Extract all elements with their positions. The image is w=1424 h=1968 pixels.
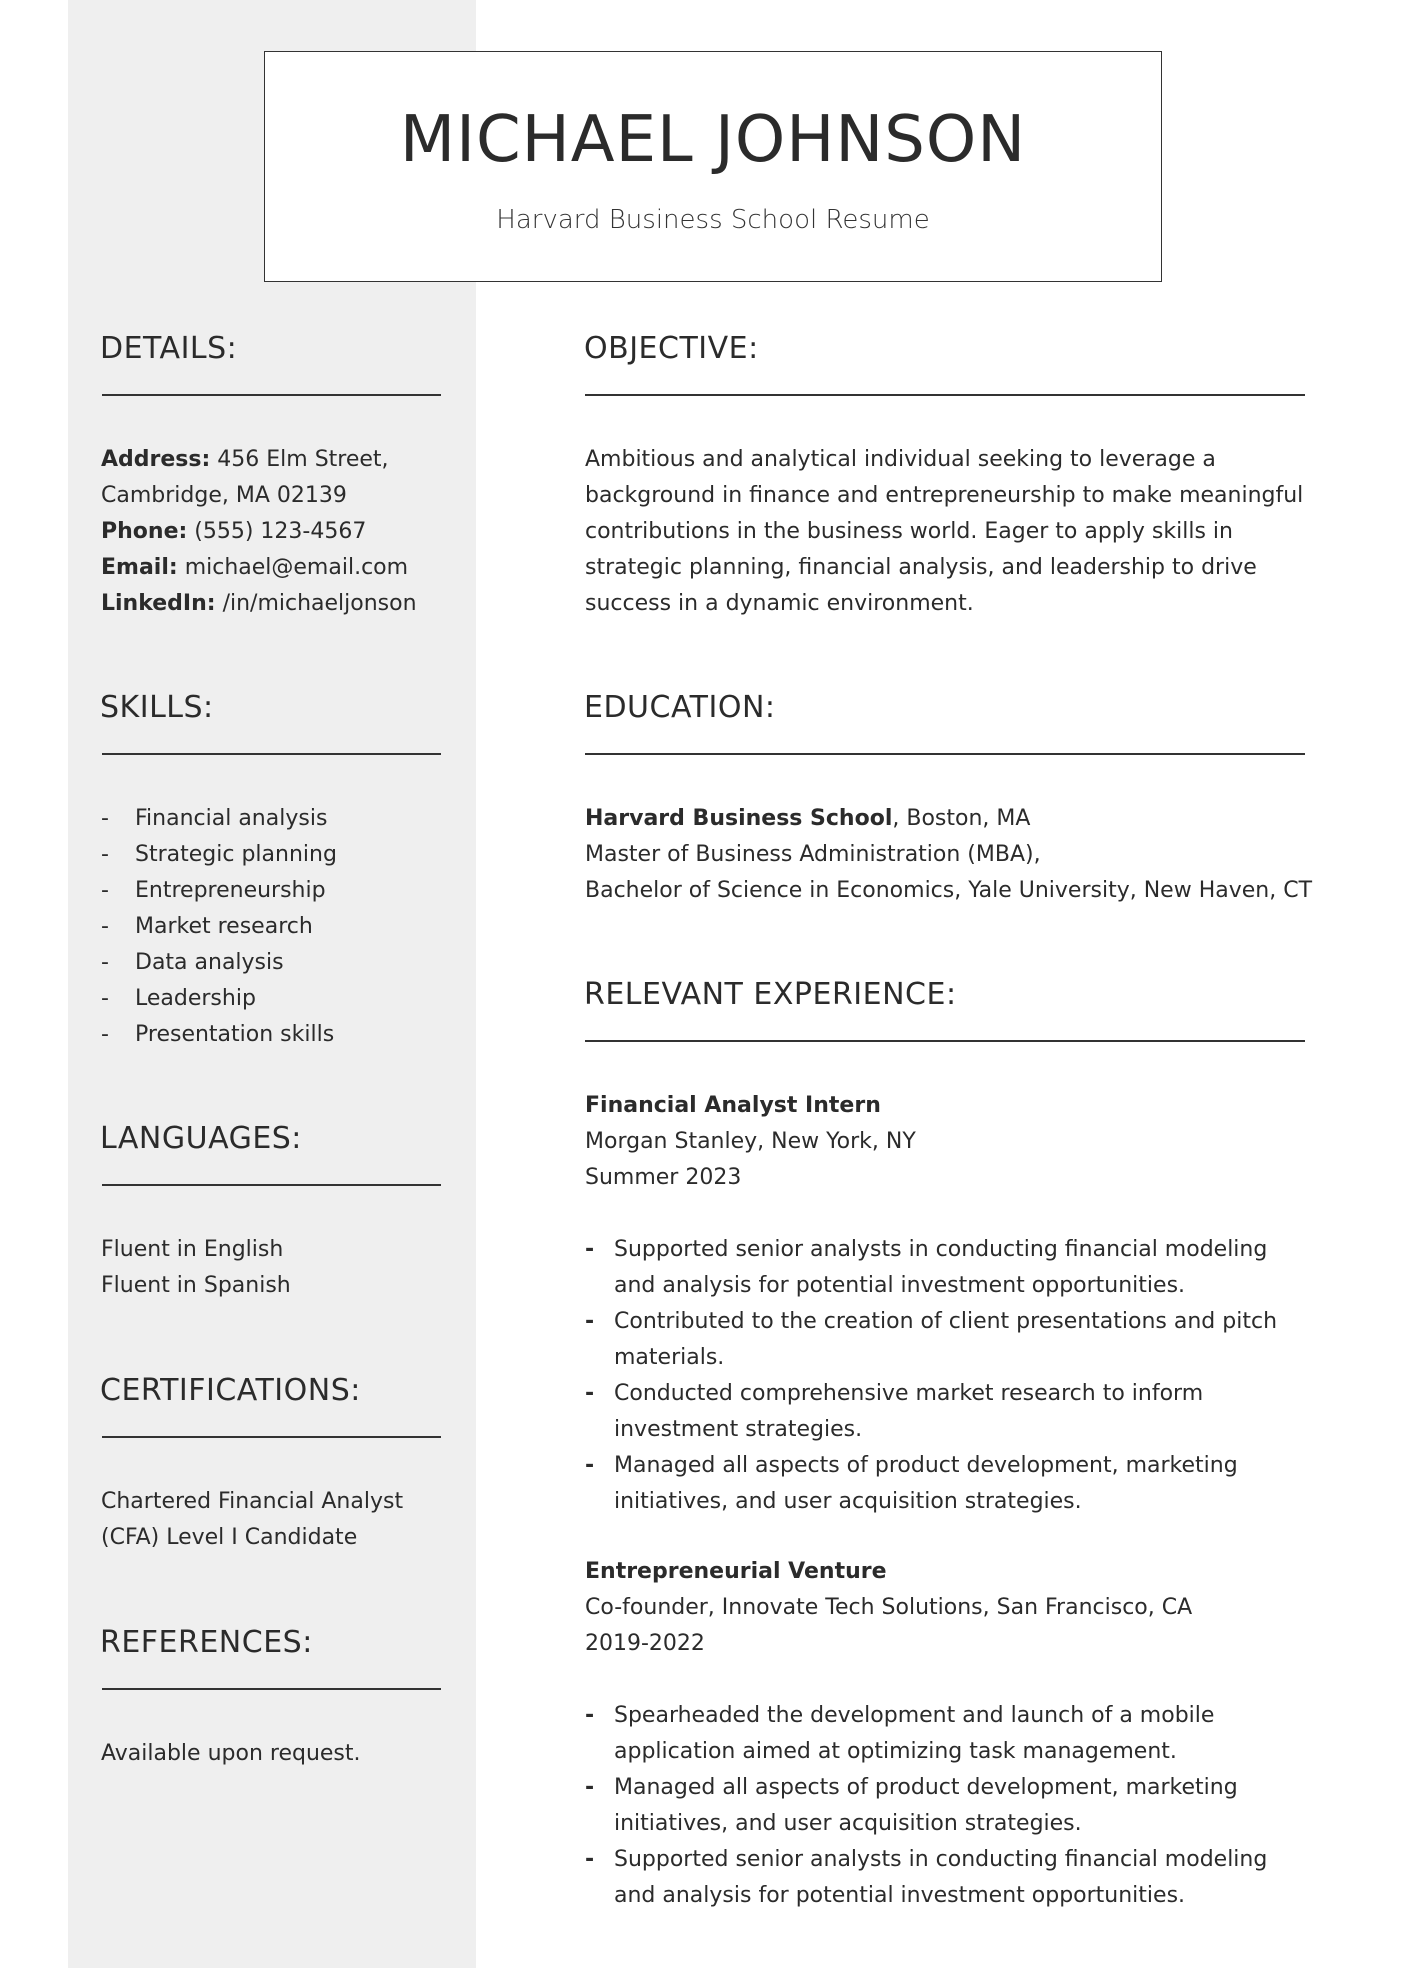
education-body	[585, 801, 1345, 909]
email-line	[101, 550, 461, 586]
degree-line: Master of Business Administration (MBA),	[585, 842, 1041, 867]
skill-item: - Entrepreneurship	[101, 873, 461, 909]
job-title	[585, 1088, 1345, 1124]
job-entry	[585, 1554, 1345, 1914]
certification-line: (CFA) Level I Candidate	[101, 1525, 358, 1550]
education-heading: EDUCATION:	[584, 690, 776, 725]
skill-item: - Data analysis	[101, 945, 461, 981]
languages-divider	[102, 1184, 441, 1186]
bullet-line: - Conducted comprehensive market research to inform	[614, 1381, 1204, 1406]
details-body	[101, 442, 461, 622]
candidate-name: MICHAEL JOHNSON	[399, 103, 1027, 177]
address-line	[101, 442, 461, 478]
linkedin-value: /in/michaeljonson	[222, 591, 417, 616]
job-bullets	[585, 1698, 1345, 1914]
languages-section	[100, 1120, 302, 1298]
linkedin-line	[101, 586, 461, 622]
objective-heading: OBJECTIVE:	[584, 331, 759, 366]
bullet-line: initiatives, and user acquisition strategies.	[614, 1811, 1082, 1836]
address-line-2: Cambridge, MA 02139	[101, 483, 347, 508]
objective-line: contributions in the business world. Eager to apply skills in	[585, 519, 1233, 544]
skills-heading: SKILLS:	[100, 690, 214, 725]
resume-subtitle: Harvard Business School Resume	[496, 205, 930, 235]
details-divider	[102, 394, 441, 396]
job-bullets	[585, 1232, 1345, 1520]
skills-body	[101, 801, 461, 1053]
bullet-line: - Contributed to the creation of client presentations and pitch	[614, 1309, 1278, 1334]
bullet-line: - Managed all aspects of product development, marketing	[614, 1453, 1238, 1478]
job-bullet	[585, 1698, 1345, 1770]
job-bullet	[585, 1376, 1345, 1448]
degree-line: Bachelor of Science in Economics, Yale University, New Haven, CT	[585, 878, 1313, 903]
references-divider	[102, 1688, 441, 1690]
skills-section	[100, 689, 337, 1047]
job-entry	[585, 1088, 1345, 1520]
bullet-line: and analysis for potential investment opportunities.	[614, 1883, 1186, 1908]
bullet-line: and analysis for potential investment opportunities.	[614, 1273, 1186, 1298]
experience-heading: RELEVANT EXPERIENCE:	[584, 977, 957, 1012]
job-company: Co-founder, Innovate Tech Solutions, San Francisco, CA	[585, 1595, 1193, 1620]
job-bullet	[585, 1842, 1345, 1914]
bullet-line: - Supported senior analysts in conducting financial modeling	[614, 1237, 1268, 1262]
objective-section	[584, 330, 1304, 616]
references-section	[100, 1624, 361, 1766]
job-title-text: Entrepreneurial Venture	[585, 1559, 887, 1584]
certification-line: Chartered Financial Analyst	[101, 1489, 404, 1514]
job-bullet	[585, 1770, 1345, 1842]
job-dates: 2019-2022	[585, 1631, 705, 1656]
skill-item: - Market research	[101, 909, 461, 945]
bullet-line: materials.	[614, 1345, 725, 1370]
experience-section	[584, 976, 1278, 1908]
bullet-line: initiatives, and user acquisition strategies.	[614, 1489, 1082, 1514]
details-section	[100, 330, 417, 616]
bullet-line: - Managed all aspects of product development, marketing	[614, 1775, 1238, 1800]
linkedin-label: LinkedIn:	[101, 591, 216, 616]
bullet-line: - Spearheaded the development and launch of a mobile	[614, 1703, 1215, 1728]
job-title-text: Financial Analyst Intern	[585, 1093, 881, 1118]
email-value: michael@email.com	[184, 555, 409, 580]
job-company: Morgan Stanley, New York, NY	[585, 1129, 916, 1154]
references-body	[101, 1736, 461, 1772]
certifications-divider	[102, 1436, 441, 1438]
job-bullet	[585, 1304, 1345, 1376]
email-label: Email:	[101, 555, 178, 580]
job-bullet	[585, 1448, 1345, 1520]
languages-body	[101, 1232, 461, 1304]
objective-line: success in a dynamic environment.	[585, 591, 974, 616]
address-label: Address:	[101, 447, 211, 472]
phone-label: Phone:	[101, 519, 188, 544]
references-heading: REFERENCES:	[100, 1625, 313, 1660]
objective-divider	[585, 394, 1305, 396]
name-header-box	[264, 51, 1162, 282]
skills-divider	[102, 753, 441, 755]
skill-item: - Strategic planning	[101, 837, 461, 873]
certifications-heading: CERTIFICATIONS:	[100, 1373, 361, 1408]
education-divider	[585, 753, 1305, 755]
bullet-line: application aimed at optimizing task management.	[614, 1739, 1177, 1764]
address-value: 456 Elm Street,	[217, 447, 389, 472]
objective-line: background in finance and entrepreneurship to make meaningful	[585, 483, 1304, 508]
experience-divider	[585, 1040, 1305, 1042]
objective-line: strategic planning, financial analysis, and leadership to drive	[585, 555, 1257, 580]
skill-item: - Presentation skills	[101, 1017, 461, 1053]
school-location: , Boston, MA	[892, 806, 1031, 831]
objective-body	[585, 442, 1325, 622]
school-line	[585, 801, 1345, 837]
job-bullet	[585, 1232, 1345, 1304]
job-title	[585, 1554, 1345, 1590]
phone-line	[101, 514, 461, 550]
skill-item: - Leadership	[101, 981, 461, 1017]
skills-list	[101, 801, 461, 1053]
languages-heading: LANGUAGES:	[100, 1121, 302, 1156]
language-item: Fluent in Spanish	[101, 1273, 291, 1298]
bullet-line: investment strategies.	[614, 1417, 863, 1442]
certifications-body	[101, 1484, 461, 1556]
references-text: Available upon request.	[101, 1741, 361, 1766]
certifications-section	[100, 1372, 404, 1550]
skill-item: - Financial analysis	[101, 801, 461, 837]
phone-value: (555) 123-4567	[194, 519, 367, 544]
objective-line: Ambitious and analytical individual seeking to leverage a	[585, 447, 1216, 472]
job-dates: Summer 2023	[585, 1165, 742, 1190]
details-heading: DETAILS:	[100, 331, 238, 366]
bullet-line: - Supported senior analysts in conducting financial modeling	[614, 1847, 1268, 1872]
language-item: Fluent in English	[101, 1237, 284, 1262]
school-name: Harvard Business School	[585, 806, 893, 831]
education-section	[584, 689, 1313, 903]
